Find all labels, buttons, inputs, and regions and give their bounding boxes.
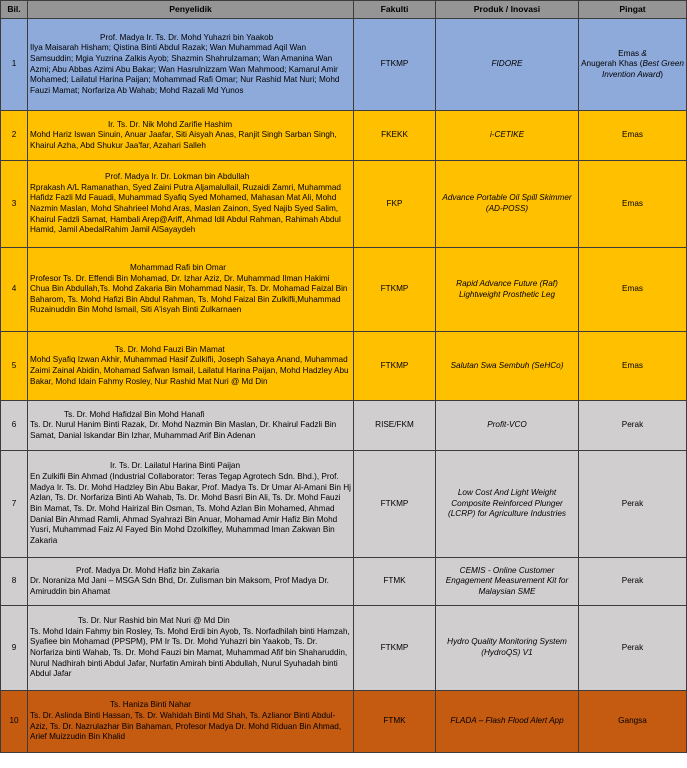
bil-cell: 8 [1,558,28,606]
table-row [1,161,687,248]
team-members: Ts. Dr. Aslinda Binti Hassan, Ts. Dr. Wahidah Binti Md Shah, Ts. Azlianor Binti Abdul-Aziz, Ts. Dr. Nazrulazhar Bin Bahaman, Profesor Madya Dr. Mohd Riduan Bin Ahmad, Arief Muizzudin Bin Khalid [30,710,342,742]
bil-cell: 5 [1,332,28,401]
researcher-cell [28,558,354,606]
lead-researcher: Ts. Dr. Mohd Hafidzal Bin Mohd Hanafi [64,409,205,419]
bil-cell: 4 [1,248,28,332]
bil-cell: 1 [1,19,28,111]
team-members: Rprakash A/L Ramanathan, Syed Zaini Putra Aljamalullail, Ruzaidi Zamri, Muhammad Hafidz Fazli Md Fauadi, Muhammad Syafiq Syed Mohamed, Mahasan Mat Ali, Mohd Nazmin Maslan, Mohd Shahrieel Mohd Aras, Maslan Zainon, Syed Najib Syed Salim, Khairul Fadzli Samat, Hambali Arep@Ariff, Ahmad Idil Abdul Rahman, Rahimah Abdul Hamid, Jamil AbedalRahim Jamil AlSayaydeh [30,182,341,235]
table-row [1,691,687,753]
product-cell: CEMIS - Online Customer Engagement Measurement Kit for Malaysian SME [436,558,579,606]
medal-ampersand: & [641,48,647,58]
bil-cell: 2 [1,111,28,161]
lead-researcher: Ts. Dr. Mohd Fauzi Bin Mamat [115,344,225,354]
header-produk: Produk / Inovasi [436,1,579,19]
bil-cell: 10 [1,691,28,753]
faculty-cell: FTKMP [354,19,436,111]
faculty-cell: FTMK [354,691,436,753]
medal-cell: Gangsa [579,691,687,753]
bil-cell: 9 [1,606,28,691]
researcher-cell [28,606,354,691]
lead-researcher: Ts. Haniza Binti Nahar [110,700,191,710]
researcher-cell [28,451,354,558]
researcher-cell [28,248,354,332]
lead-researcher: Prof. Madya Dr. Mohd Hafiz bin Zakaria [76,565,220,575]
table-row [1,332,687,401]
special-award-prefix: Anugerah Khas ( [581,59,643,69]
bil-cell: 6 [1,401,28,451]
lead-researcher: Prof. Madya Ir. Dr. Lokman bin Abdullah [105,172,250,182]
table-row [1,401,687,451]
medal-cell: Emas [579,332,687,401]
table-row [1,606,687,691]
lead-researcher: Ir. Ts. Dr. Nik Mohd Zarifie Hashim [108,119,233,129]
special-award-name: Best Green Invention Award [602,59,684,79]
product-cell: Salutan Swa Sembuh (SeHCo) [436,332,579,401]
table-row [1,111,687,161]
faculty-cell: FTMK [354,558,436,606]
faculty-cell: FTKMP [354,248,436,332]
table-row [1,451,687,558]
researcher-cell [28,111,354,161]
team-members: En Zulkifli Bin Ahmad (Industrial Collaborator: Teras Tegap Agrotech Sdn. Bhd.), Prof. Madya Ir. Ts. Dr. Mohd Hadzley Bin Abu Bakar, Prof. Madya Ts. Dr Umar Al-Amani Bin Hj Azlan, Ts. Dr. Norfariza Binti Ab Wahab, Ts. Dr. Mohd Basri Bin Ali, Ts. Dr. Mohd Fauzi Bin Mamat, Ts. Dr. Mohd Hairizal Bin Osman, Ts. Mohd Azlan Bin Mohamed, Ahmad Danial Bin Ahmad Ramli, Ahmad Syahrazi Bin Anuar, Mohamad Amir Hafiz Bin Mohd Yusri, Muhammad Faiz Al Fayed Bin Mohd Dzolkifley, Muhammad Iman Zakwan Bin Zakaria [30,472,351,545]
product-cell: Low Cost And Light Weight Composite Reinforced Plunger (LCRP) for Agriculture Industries [436,451,579,558]
faculty-cell: FTKMP [354,606,436,691]
lead-researcher: Ts. Dr. Nur Rashid bin Mat Nuri @ Md Din [78,616,230,626]
team-members: Ts. Dr. Nurul Hanim Binti Razak, Dr. Mohd Nazmin Bin Maslan, Dr. Khairul Fadzli Bin Samat, Danial Iskandar Bin Izhar, Muhammad Arif Bin Adenan [30,420,337,440]
product-cell: Profit-VCO [436,401,579,451]
table-row [1,19,687,111]
table-row [1,248,687,332]
lead-researcher: Mohammad Rafi bin Omar [130,262,227,272]
header-fakulti: Fakulti [354,1,436,19]
faculty-cell: FTKMP [354,332,436,401]
header-row [1,1,687,19]
bil-cell: 3 [1,161,28,248]
medal-cell: Emas [579,161,687,248]
researcher-cell [28,19,354,111]
medal-label: Emas [618,48,640,58]
header-penyelidik: Penyelidik [28,1,354,19]
bil-cell: 7 [1,451,28,558]
medal-cell: Perak [579,451,687,558]
medal-cell [579,19,687,111]
team-members: Ts. Mohd Idain Fahmy bin Rosley, Ts. Mohd Erdi bin Ayob, Ts. Norfadhilah binti Hamzah, Syafiee bin Mohamad (PPSPM), PM Ir Ts. Dr. Mohd Yuhazri bin Yaakob, Ts. Dr. Norfariza binti Wahab, Ts. Dr. Mohd Fauzi bin Mamat, Muhammad Afif bin Shaharuddin, Nurul Nadhirah binti Abdul Jafar, Nurfatin Amirah binti Abdullah, Nurul Syuhadah binti Abdul Jafar [30,626,350,679]
lead-researcher: Ir. Ts. Dr. Lailatul Harina Binti Paijan [110,461,240,471]
product-cell: Rapid Advance Future (Raf) Lightweight Prosthetic Leg [436,248,579,332]
faculty-cell: FTKMP [354,451,436,558]
medal-cell: Perak [579,401,687,451]
researcher-cell [28,401,354,451]
team-members: Dr. Noraniza Md Jani – MSGA Sdn Bhd, Dr. Zulisman bin Maksom, Prof Madya Dr. Amiruddin bin Ahamat [30,576,329,596]
product-cell: FLADA – Flash Flood Alert App [436,691,579,753]
medal-cell: Emas [579,111,687,161]
researcher-cell [28,161,354,248]
medal-cell: Perak [579,558,687,606]
researcher-cell [28,332,354,401]
medal-cell: Emas [579,248,687,332]
table-row [1,558,687,606]
special-award-suffix: ) [660,69,663,79]
product-cell: Advance Portable Oil Spill Skimmer (AD-POSS) [436,161,579,248]
faculty-cell: RISE/FKM [354,401,436,451]
header-bil: Bil. [1,1,28,19]
faculty-cell: FKEKK [354,111,436,161]
team-members: Ilya Maisarah Hisham; Qistina Binti Abdul Razak; Wan Muhammad Aqil Wan Samsuddin; Mgia Yuzrina Zalkis Ayob; Shazmin Shahrulzaman; Wan Amanina Wan Azmi; Abu Abbas Azimi Abu Bakar; Wan Hasrulnizzam Wan Mahmood; Kamarul Amir Mohamed; Lailatul Harina Paijan; Mohammad Rafi Omar; Nur Rashid Mat Nuri; Mohd Fauzi Mamat; Norfariza Ab Wahab; Mohd Razali Md Yunos [30,43,340,95]
header-pingat: Pingat [579,1,687,19]
medal-cell: Perak [579,606,687,691]
product-cell: Hydro Quality Monitoring System (HydroQS) V1 [436,606,579,691]
product-cell: FIDORE [436,19,579,111]
team-members: Mohd Syafiq Izwan Akhir, Muhammad Hasif Zulkifli, Joseph Sahaya Anand, Muhammad Zaimi Zainal Abidin, Mohamad Safwan Ismail, Lailatul Harina Paijan, Mohd Hadzley Abu Bakar, Mohd Idain Fahmy Rosley, Nur Rashid Mat Nuri @ Md Din [30,355,349,386]
team-members: Profesor Ts. Dr. Effendi Bin Mohamad, Dr. Izhar Aziz, Dr. Muhammad Ilman Hakimi Chua Bin Abdullah,Ts. Mohd Zakaria Bin Mohammad Nasir, Ts. Dr. Mohamad Faizal Bin Baharom, Ts. Mohd Hafizi Bin Abdul Rahman, Ts. Mohd Faizal Bin Zulkifli,Muhammad Ruzainuddin Bin Mohd Ismail, Siti A'isyah Binti Zulkarnaen [30,273,348,315]
researcher-cell [28,691,354,753]
team-members: Mohd Hariz Iswan Sinuin, Anuar Jaafar, Siti Aisyah Anas, Ranjit Singh Sarban Singh, Khairul Azha, Abd Shukur Jaa'far, Azahari Salleh [30,130,337,150]
lead-researcher: Prof. Madya Ir. Ts. Dr. Mohd Yuhazri bin Yaakob [100,32,274,42]
product-cell: i-CETIKE [436,111,579,161]
faculty-cell: FKP [354,161,436,248]
